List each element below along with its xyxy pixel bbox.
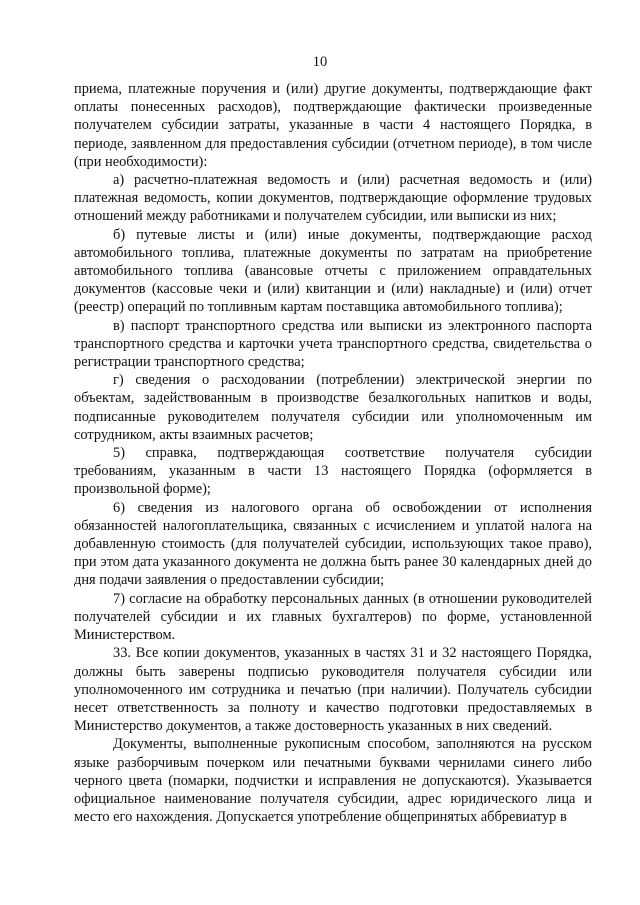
document-body (74, 80, 592, 826)
paragraph-item-7: 7) согласие на обработку персональных данных (в отношении руководителей получателей субсидии и их главных бухгалтеров) по форме, установленной Министерством. (74, 590, 592, 644)
paragraph-continuation: приема, платежные поручения и (или) другие документы, подтверждающие факт оплаты понесенных расходов), подтверждающие фактически произведенные получателем субсидии затраты, указанные в части 4 настоящего Порядка, в периоде, заявленном для предоставления субсидии (отчетном периоде), в том числе (при необходимости): (74, 81, 592, 170)
paragraph-item-6: 6) сведения из налогового органа об освобождении от исполнения обязанностей налогоплательщика, связанных с исчислением и уплатой налога на добавленную стоимость (для получателей субсидии, использующих такое право), при этом дата указанного документа не должна быть ранее 30 календарных дней до дня подачи заявления о предоставлении субсидии; (74, 499, 592, 589)
page-number: 10 (312, 54, 328, 70)
paragraph-handwritten-docs: Документы, выполненные рукописным способом, заполняются на русском языке разборчивым почерком или печатными буквами чернилами синего либо черного цвета (помарки, подчистки и исправления не допускаются). Указывается официальное наименование получателя субсидии, адрес юридического лица и место его нахождения. Допускается употребление общепринятых аббревиатур в (74, 736, 592, 826)
paragraph-section-33: 33. Все копии документов, указанных в частях 31 и 32 настоящего Порядка, должны быть заверены подписью руководителя получателя субсидии или уполномоченного им сотрудника и печатью (при наличии). Получатель субсидии несет ответственность за полноту и качество подготовки предоставляемых в Министерство документов, а также достоверность указанных в них сведений. (74, 645, 592, 735)
paragraph-item-a: а) расчетно-платежная ведомость и (или) расчетная ведомость и (или) платежная ведомость, копии документов, подтверждающие оформление трудовых отношений между работниками и получателем субсидии, или выписки из них; (74, 172, 592, 225)
paragraph-item-v: в) паспорт транспортного средства или выписки из электронного паспорта транспортного средства и карточки учета транспортного средства, свидетельства о регистрации транспортного средства; (74, 317, 592, 371)
paragraph-item-b: б) путевые листы и (или) иные документы, подтверждающие расход автомобильного топлива, платежные документы по затратам на приобретение автомобильного топлива (авансовые отчеты с приложением оправдательных документов (кассовые чеки и (или) квитанции и (или) накладные) и (или) отчет (реестр) операций по топливным картам поставщика автомобильного топлива); (74, 226, 592, 316)
paragraph-item-5: 5) справка, подтверждающая соответствие получателя субсидии требованиям, указанным в части 13 настоящего Порядка (оформляется в произвольной форме); (74, 445, 592, 498)
paragraph-item-g: г) сведения о расходовании (потреблении) электрической энергии по объектам, задействованным в производстве безалкогольных напитков и воды, подписанные руководителем получателя субсидии или уполномоченным им сотрудником, акты взаимных расчетов; (74, 372, 592, 443)
